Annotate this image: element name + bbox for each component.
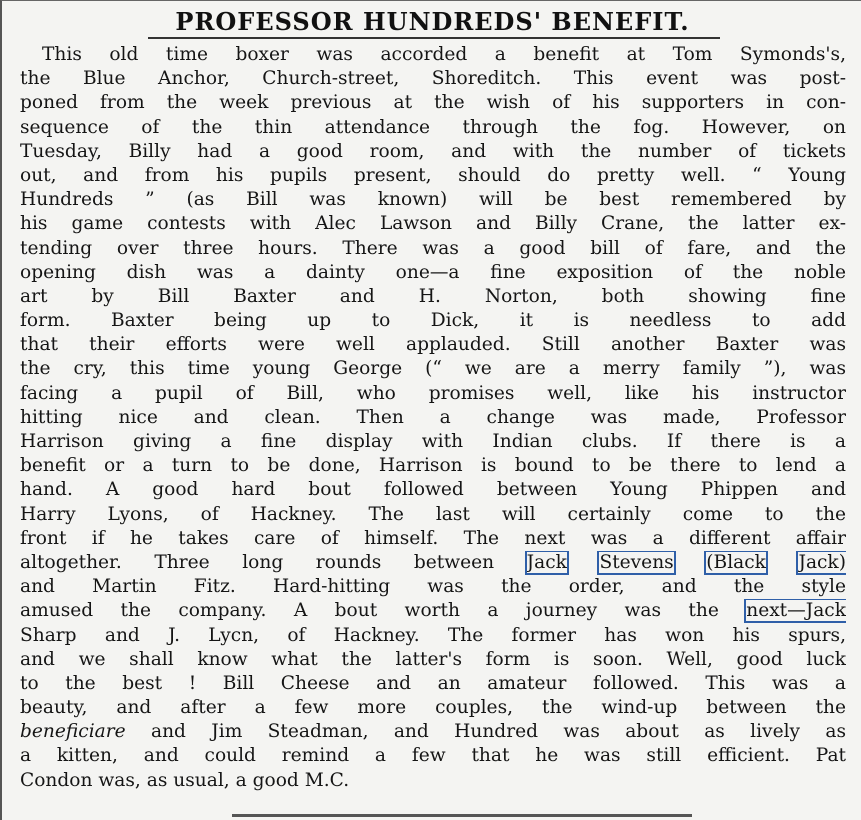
text-line: his game contests with Alec Lawson and Billy Crane, the latter ex- [20, 213, 846, 235]
text-line: Harry Lyons, of Hackney. The last will certainly come to the [20, 503, 846, 525]
highlighted-word[interactable]: next—Jack [746, 600, 846, 622]
text-line: art by Bill Baxter and H. Norton, both showing fine [20, 285, 846, 307]
text-fragment: and Jim Steadman, and Hundred was about as lively as [150, 721, 846, 743]
text-line: benefit or a turn to be done, Harrison is bound to be there to lend a [20, 455, 846, 477]
text-line: and we shall know what the latter's form is soon. Well, good luck [20, 648, 846, 670]
text-line-highlighted [20, 551, 846, 575]
text-fragment: altogether. Three long rounds between [20, 551, 495, 573]
highlighted-word[interactable]: Jack) [798, 551, 846, 573]
text-line: sequence of the thin attendance through the fog. However, on [20, 116, 846, 138]
text-line: facing a pupil of Bill, who promises well, like his instructor [20, 382, 846, 404]
text-line: hand. A good hard bout followed between Young Phippen and [20, 479, 846, 501]
highlighted-word[interactable]: Stevens [599, 551, 674, 573]
italic-word: beneficiare [20, 721, 126, 743]
text-line: front if he takes care of himself. The next was a different affair [20, 527, 846, 549]
text-line: the cry, this time young George (“ we are a merry family ”), was [20, 358, 846, 380]
title-underline [148, 37, 720, 39]
text-line: that their efforts were well applauded. Still another Baxter was [20, 334, 846, 356]
text-line: tending over three hours. There was a good bill of fare, and the [20, 237, 846, 259]
text-line: This old time boxer was accorded a benefit at Tom Symonds's, [42, 44, 846, 65]
text-line: the Blue Anchor, Church-street, Shoreditch. This event was post- [20, 68, 846, 90]
text-line-highlighted [20, 599, 846, 623]
text-line: Tuesday, Billy had a good room, and with the number of tickets [20, 140, 846, 162]
text-line: Condon was, as usual, a good M.C. [20, 769, 350, 791]
text-line: beauty, and after a few more couples, the wind-up between the [20, 697, 846, 719]
bottom-rule [232, 814, 692, 817]
highlighted-word[interactable]: (Black [706, 551, 766, 573]
text-line: poned from the week previous at the wish of his supporters in con- [20, 92, 846, 114]
text-line: Hundreds ” (as Bill was known) will be best remembered by [20, 189, 846, 211]
article-body [20, 43, 846, 793]
text-line: form. Baxter being up to Dick, it is needless to add [20, 310, 846, 332]
text-line: hitting nice and clean. Then a change was made, Professor [20, 406, 846, 428]
text-fragment: amused the company. A bout worth a journey was the [20, 600, 719, 622]
text-line [20, 720, 846, 744]
text-line: Sharp and J. Lycn, of Hackney. The former has won his spurs, [20, 624, 846, 646]
text-line: Harrison giving a fine display with Indian clubs. If there is a [20, 431, 846, 452]
text-line: opening dish was a dainty one—a fine exposition of the noble [20, 261, 846, 283]
text-line: and Martin Fitz. Hard-hitting was the order, and the style [20, 576, 846, 598]
text-line: to the best ! Bill Cheese and an amateur followed. This was a [20, 672, 846, 694]
text-line: out, and from his pupils present, should do pretty well. “ Young [20, 164, 846, 186]
text-line: a kitten, and could remind a few that he was still efficient. Pat [20, 745, 846, 767]
highlighted-word[interactable]: Jack [526, 551, 567, 573]
article-title: PROFESSOR HUNDREDS' BENEFIT. [175, 7, 690, 36]
